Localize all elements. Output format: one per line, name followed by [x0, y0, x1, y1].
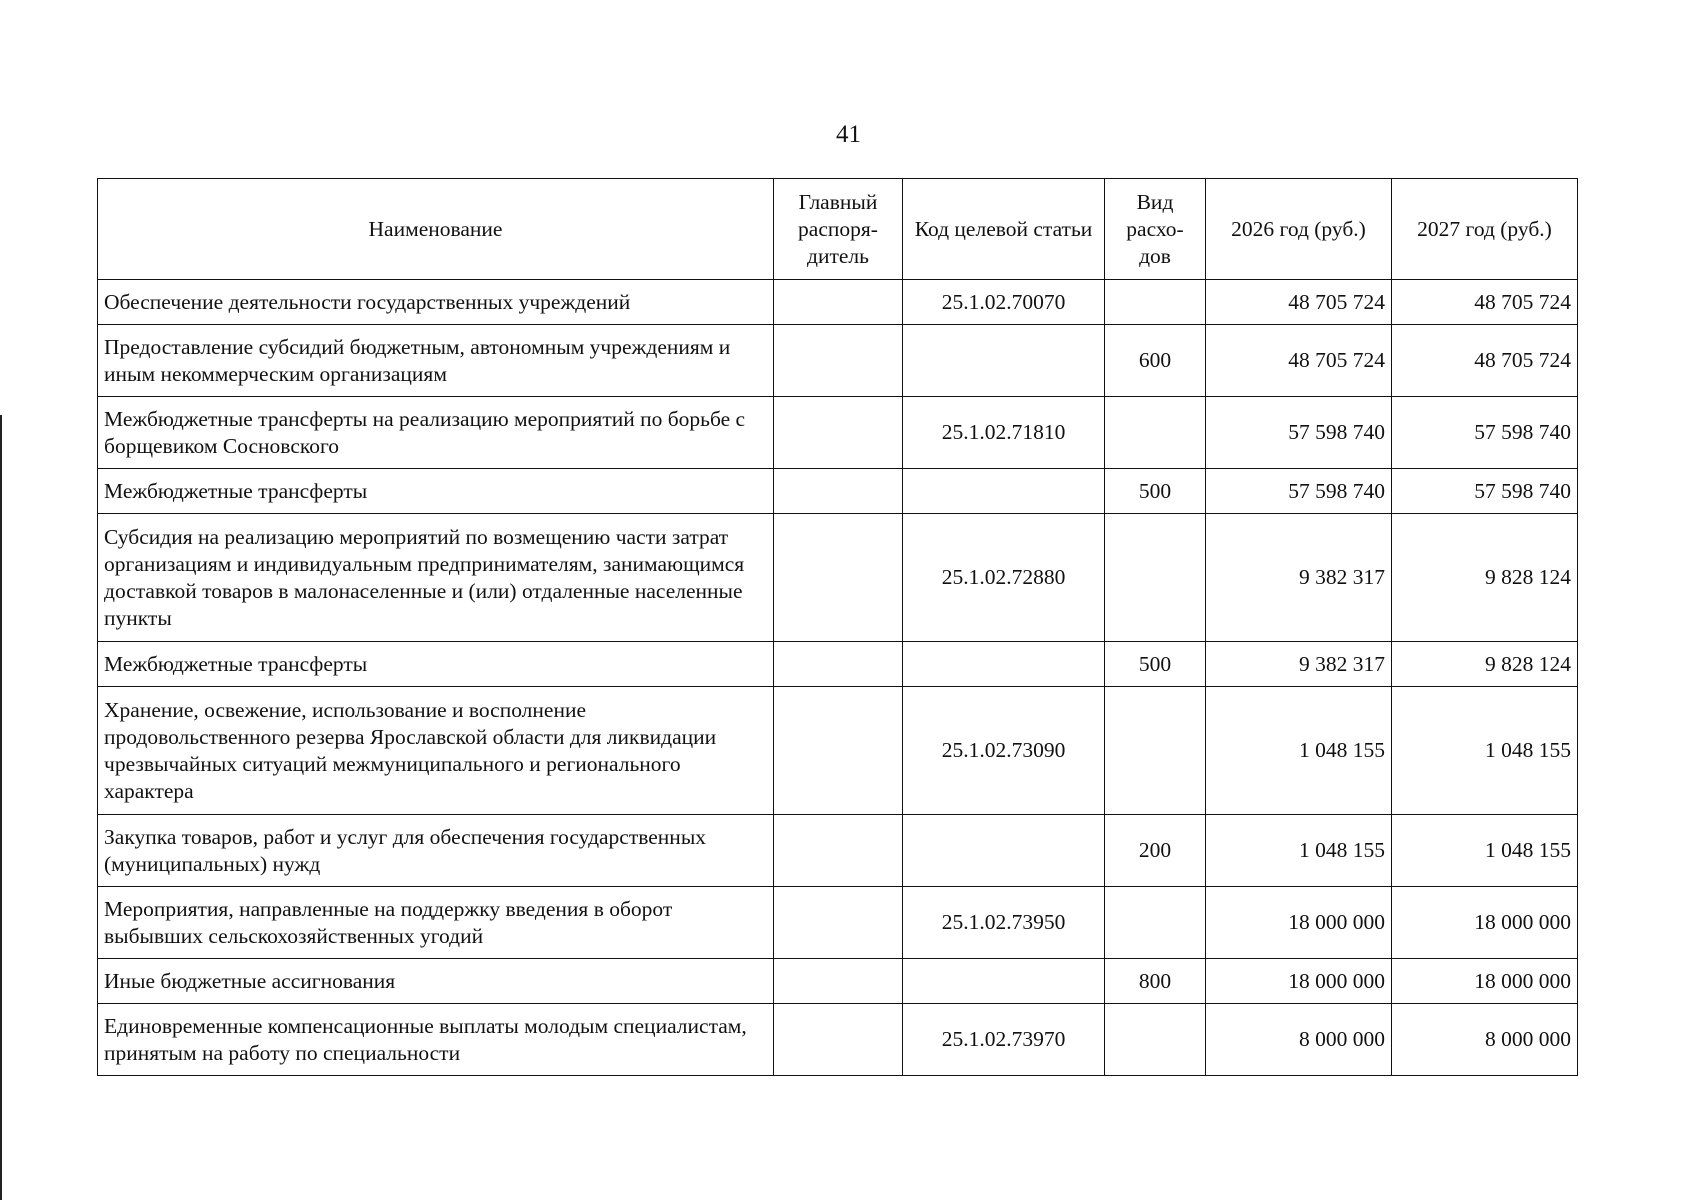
row-amount-2026: 9 382 317 — [1206, 642, 1392, 687]
budget-table — [97, 178, 1578, 1076]
header-expense-type: Вид расхо-дов — [1105, 179, 1206, 280]
row-type — [1105, 1004, 1206, 1076]
row-name: Субсидия на реализацию мероприятий по возмещению части затрат организациям и индивидуальным предпринимателям, занимающимся доставкой товаров в малонаселенные и (или) отдаленные населенные пункты — [98, 514, 774, 642]
row-name: Иные бюджетные ассигнования — [98, 959, 774, 1004]
row-chief — [774, 1004, 903, 1076]
page-number: 41 — [836, 121, 861, 148]
row-amount-2027: 1 048 155 — [1392, 815, 1578, 887]
row-chief — [774, 815, 903, 887]
row-amount-2026: 8 000 000 — [1206, 1004, 1392, 1076]
row-chief — [774, 325, 903, 397]
row-code — [903, 959, 1105, 1004]
table-row — [98, 469, 1578, 514]
row-code: 25.1.02.70070 — [903, 280, 1105, 325]
row-chief — [774, 642, 903, 687]
row-amount-2026: 57 598 740 — [1206, 397, 1392, 469]
row-amount-2027: 1 048 155 — [1392, 687, 1578, 815]
row-code — [903, 469, 1105, 514]
row-name: Закупка товаров, работ и услуг для обеспечения государственных (муниципальных) нужд — [98, 815, 774, 887]
row-name: Межбюджетные трансферты — [98, 642, 774, 687]
row-amount-2026: 18 000 000 — [1206, 959, 1392, 1004]
row-amount-2027: 9 828 124 — [1392, 642, 1578, 687]
row-chief — [774, 687, 903, 815]
row-chief — [774, 959, 903, 1004]
row-amount-2026: 48 705 724 — [1206, 280, 1392, 325]
row-amount-2026: 48 705 724 — [1206, 325, 1392, 397]
row-name: Обеспечение деятельности государственных учреждений — [98, 280, 774, 325]
row-amount-2027: 57 598 740 — [1392, 469, 1578, 514]
table-row — [98, 397, 1578, 469]
row-type — [1105, 397, 1206, 469]
header-target-code: Код целевой статьи — [903, 179, 1105, 280]
row-code — [903, 642, 1105, 687]
table-row — [98, 642, 1578, 687]
row-code: 25.1.02.71810 — [903, 397, 1105, 469]
row-code: 25.1.02.73090 — [903, 687, 1105, 815]
table-header-row — [98, 179, 1578, 280]
row-amount-2027: 18 000 000 — [1392, 959, 1578, 1004]
row-chief — [774, 887, 903, 959]
table-row — [98, 959, 1578, 1004]
row-amount-2026: 18 000 000 — [1206, 887, 1392, 959]
table-row — [98, 815, 1578, 887]
row-type: 800 — [1105, 959, 1206, 1004]
row-name: Межбюджетные трансферты — [98, 469, 774, 514]
row-chief — [774, 397, 903, 469]
row-amount-2027: 57 598 740 — [1392, 397, 1578, 469]
row-code: 25.1.02.73970 — [903, 1004, 1105, 1076]
row-chief — [774, 514, 903, 642]
scan-edge-line — [0, 415, 2, 1200]
table-row — [98, 687, 1578, 815]
row-amount-2026: 57 598 740 — [1206, 469, 1392, 514]
row-type — [1105, 280, 1206, 325]
row-amount-2027: 48 705 724 — [1392, 280, 1578, 325]
row-name: Хранение, освежение, использование и восполнение продовольственного резерва Ярославской области для ликвидации чрезвычайных ситуаций межмуниципального и регионального характера — [98, 687, 774, 815]
row-name: Предоставление субсидий бюджетным, автономным учреждениям и иным некоммерческим организациям — [98, 325, 774, 397]
table-row — [98, 280, 1578, 325]
row-code: 25.1.02.72880 — [903, 514, 1105, 642]
row-amount-2027: 48 705 724 — [1392, 325, 1578, 397]
row-amount-2026: 1 048 155 — [1206, 687, 1392, 815]
row-type — [1105, 687, 1206, 815]
row-type: 200 — [1105, 815, 1206, 887]
row-amount-2027: 18 000 000 — [1392, 887, 1578, 959]
row-type: 500 — [1105, 469, 1206, 514]
table-row — [98, 514, 1578, 642]
table-row — [98, 887, 1578, 959]
table-row — [98, 1004, 1578, 1076]
row-amount-2026: 9 382 317 — [1206, 514, 1392, 642]
row-type: 500 — [1105, 642, 1206, 687]
row-amount-2027: 8 000 000 — [1392, 1004, 1578, 1076]
row-code: 25.1.02.73950 — [903, 887, 1105, 959]
row-name: Единовременные компенсационные выплаты молодым специалистам, принятым на работу по специальности — [98, 1004, 774, 1076]
header-year-2027: 2027 год (руб.) — [1392, 179, 1578, 280]
row-name: Мероприятия, направленные на поддержку введения в оборот выбывших сельскохозяйственных угодий — [98, 887, 774, 959]
row-name: Межбюджетные трансферты на реализацию мероприятий по борьбе с борщевиком Сосновского — [98, 397, 774, 469]
row-chief — [774, 280, 903, 325]
row-type — [1105, 514, 1206, 642]
row-chief — [774, 469, 903, 514]
row-amount-2027: 9 828 124 — [1392, 514, 1578, 642]
row-code — [903, 325, 1105, 397]
header-name: Наименование — [98, 179, 774, 280]
header-chief-administrator: Главный распоря-дитель — [774, 179, 903, 280]
row-type: 600 — [1105, 325, 1206, 397]
header-year-2026: 2026 год (руб.) — [1206, 179, 1392, 280]
table-row — [98, 325, 1578, 397]
row-type — [1105, 887, 1206, 959]
row-code — [903, 815, 1105, 887]
row-amount-2026: 1 048 155 — [1206, 815, 1392, 887]
